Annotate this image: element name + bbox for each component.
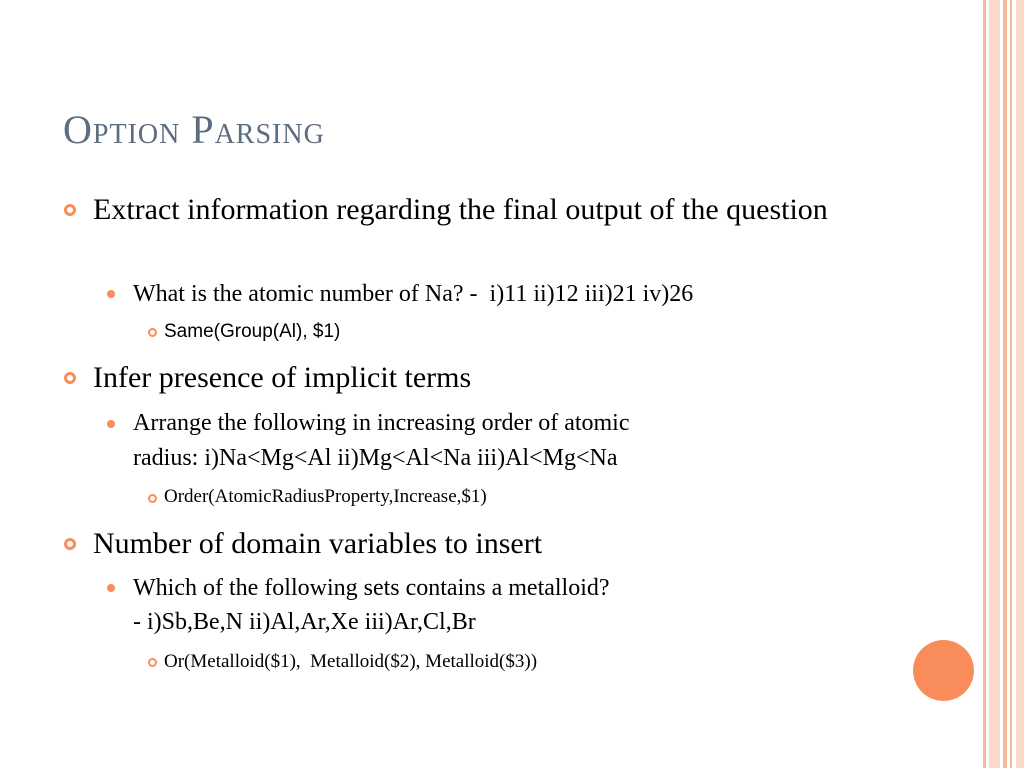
decorative-stripe: [1003, 0, 1007, 768]
bullet-ring-small-icon: [148, 494, 157, 503]
bullet-parse: Same(Group(Al), $1): [164, 321, 341, 342]
slide-title: Option Parsing: [63, 107, 325, 152]
decorative-stripe: [983, 0, 986, 768]
bullet-example-line: - i)Sb,Be,N ii)Al,Ar,Xe iii)Ar,Cl,Br: [133, 609, 476, 635]
bullet-example-line: Arrange the following in increasing order of atomic: [133, 410, 630, 436]
bullet-example: What is the atomic number of Na? - i)11 ii)12 iii)21 iv)26: [133, 281, 694, 307]
bullet-dot-icon: [107, 290, 115, 298]
bullet-heading: Extract information regarding the final output of the question: [93, 193, 828, 226]
bullet-ring-icon: [64, 372, 76, 384]
bullet-example-line: radius: i)Na<Mg<Al ii)Mg<Al<Na iii)Al<Mg<Na: [133, 445, 618, 471]
decorative-stripe: [1016, 0, 1024, 768]
bullet-heading: Number of domain variables to insert: [93, 527, 543, 560]
bullet-dot-icon: [107, 584, 115, 592]
decorative-stripe: [1010, 0, 1012, 768]
bullet-ring-icon: [64, 538, 76, 550]
bullet-parse: Or(Metalloid($1), Metalloid($2), Metalloid($3)): [164, 651, 538, 672]
bullet-parse: Order(AtomicRadiusProperty,Increase,$1): [164, 486, 487, 507]
bullet-ring-icon: [64, 204, 76, 216]
bullet-heading: Infer presence of implicit terms: [93, 361, 472, 394]
bullet-ring-small-icon: [148, 328, 157, 337]
bullet-dot-icon: [107, 420, 115, 428]
bullet-ring-small-icon: [148, 658, 157, 667]
bullet-example-line: Which of the following sets contains a metalloid?: [133, 575, 610, 601]
decorative-stripe: [989, 0, 1000, 768]
